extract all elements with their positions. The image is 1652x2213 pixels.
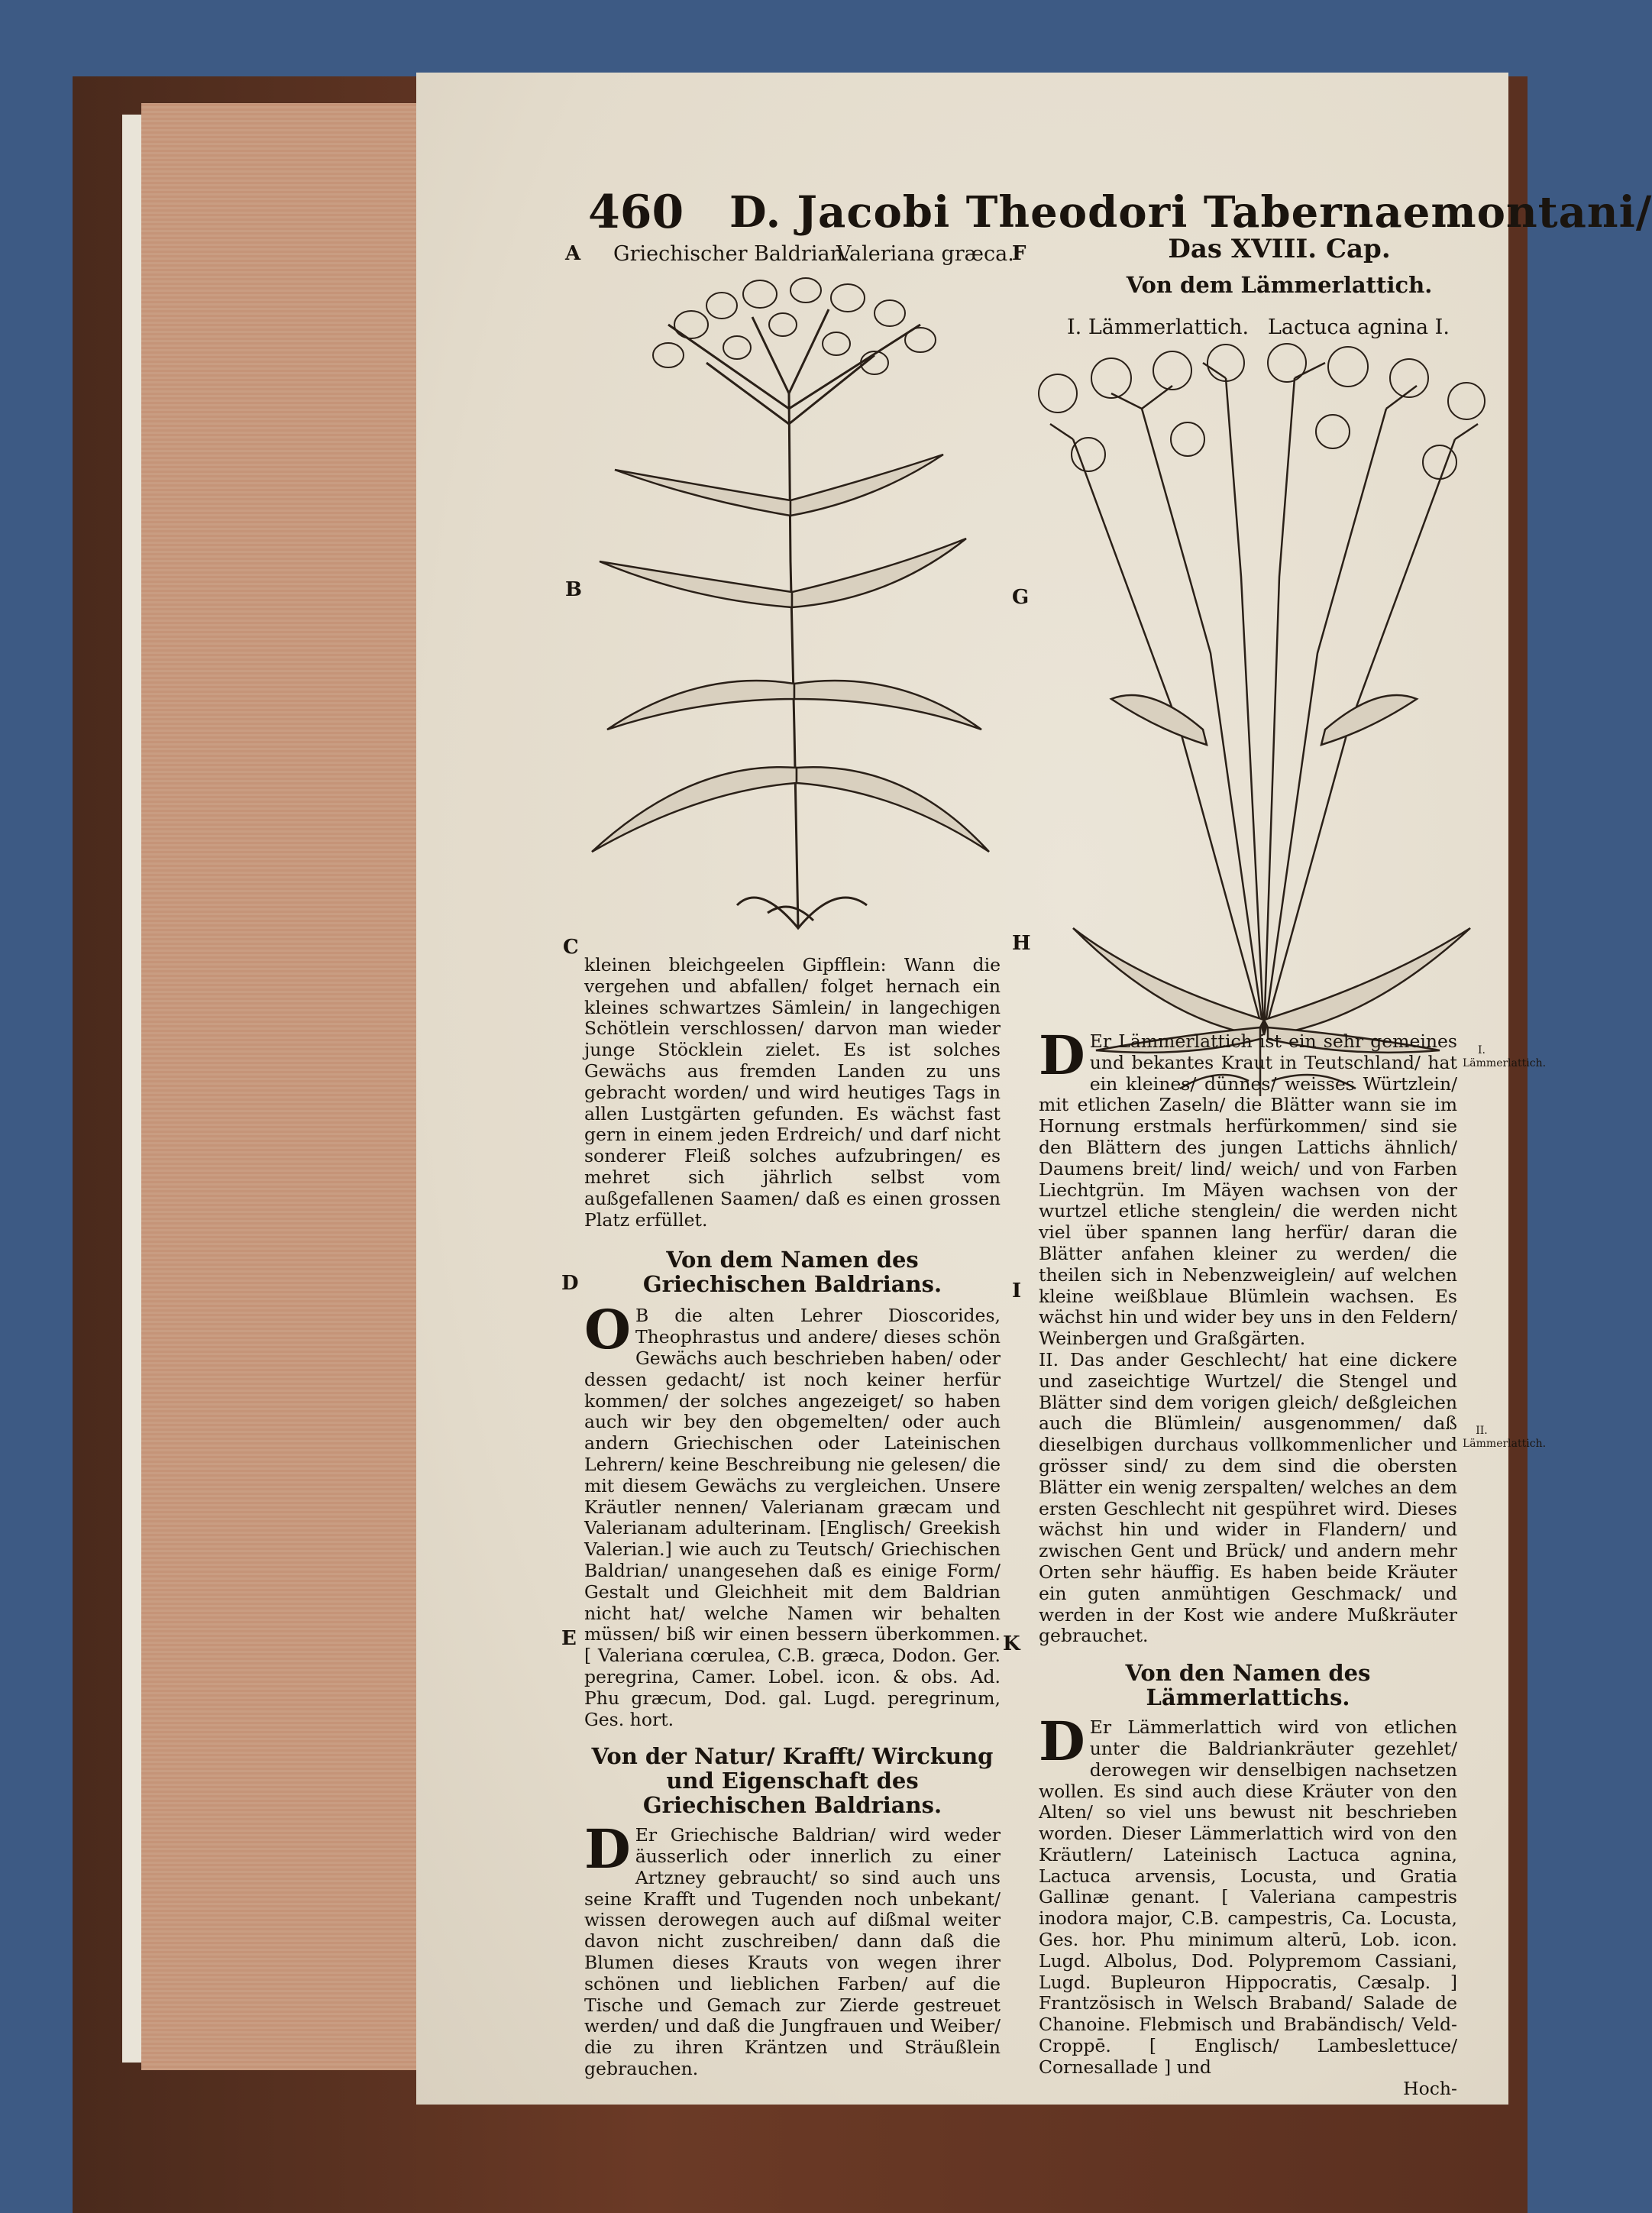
left-caption-german: Griechischer Baldrian. (613, 242, 850, 266)
section-letter-a: A (565, 242, 581, 265)
left-heading-names: Von dem Namen des Griechischen Baldrians. (642, 1247, 942, 1298)
drop-cap: O (584, 1298, 631, 1362)
page-number: 460 (588, 186, 684, 239)
right-paragraph-names-text: Er Lämmerlattich wird von etlichen unter die Baldriankräuter gezehlet/ derowegen wir denselbigen nachsetzen wollen. Es sind auch diese Kräuter von den Alten/ so viel uns bewust nit beschrieben worden. Dieser Lämmerlattich wird von den Kräutlern/ Lateinisch Lactuca agnina, Lactuca arvensis, Locusta, und Gratia Gallinæ genant. [ Valeriana campestris inodora major, C.B. campestris, Ca. Locusta, Ges. hor. Phu minimum alterū, Lob. icon. Lugd. Albolus, Dod. Polypremom Cassiani, Lugd. Bupleuron Hippocratis, Cæsalp. ] Frantzösisch in Welsch Braband/ Salade de Chanoine. Flebmisch und Brabändisch/ Veld-Croppē. [ Englisch/ Lambeslettuce/ Cornesallade ] und (1039, 1716, 1457, 2078)
left-paragraph-names-text: B die alten Lehrer Dioscorides, Theophrastus und andere/ dieses schön Gewächs auch beschrieben haben/ oder dessen gedacht/ ist noch keiner herfür kommen/ der solches angezeiget/ so haben auch wir bey den obgemelten/ oder auch andern Griechischen oder Lateinischen Lehrern/ keine Beschreibung nie gelesen/ die mit diesem Gewächs zu vergleichen. Unsere Kräutler nennen/ Valerianam græcam und Valerianam adulterinam. [Englisch/ Greekish Valerian.] wie auch zu Teutsch/ Griechischen Baldrian/ unangesehen daß es einige Form/ Gestalt und Gleichheit mit dem Baldrian nicht hat/ welche Namen wir behalten müssen/ biß wir einen bessern überkommen. [ Valeriana cœrulea, C.B. græca, Dodon. Ger. peregrina, Camer. Lobel. icon. & obs. Ad. Phu græcum, Dod. gal. Lugd. peregrinum, Ges. hort. (584, 1305, 1001, 1730)
left-paragraph-names (584, 1298, 1001, 1730)
section-letter-e: E (561, 1627, 577, 1650)
right-column-text (1039, 1024, 1457, 2099)
valerian-woodcut (584, 271, 997, 943)
section-letter-k: K (1003, 1632, 1020, 1655)
left-paragraph-description: kleinen bleichgeelen Gipfflein: Wann die vergehen und abfallen/ folget hernach ein kleines schwartzes Sämlein/ in langechigen Schötlein verschlossen/ darvon man wieder junge Stöcklein zielet. Es ist solches Gewächs aus fremden Landen zu uns gebracht worden/ und wird heutiges Tags in allen Lustgärten gefunden. Es wächst fast gern in einem jeden Erdreich/ und darf nicht sonderer Fleiß solches aufzubringen/ es mehret sich jährlich selbst vom außgefallenen Saamen/ daß es einen grossen Platz erfüllet. (584, 954, 1001, 1231)
section-letter-c: C (563, 936, 579, 959)
chapter-title: Das XVIII. Cap. (1168, 234, 1391, 264)
book-page (416, 73, 1652, 2105)
right-paragraph-description-text: Er Lämmerlattich ist ein sehr gemeines und bekantes Kraut in Teutschland/ hat ein kleines/ dünnes/ weisses Würtzlein/ mit etlichen Zaseln/ die Blätter wann sie im Hornung erstmals herfürkommen/ sind sie den Blättern des jungen Lattichs ähnlich/ Daumens breit/ lind/ weich/ und von Farben Liechtgrün. Im Mäyen wachsen von der wurtzel etliche stenglein/ die werden nicht viel über spannen lang herfür/ daran die Blätter anfahen kleiner zu werden/ die theilen sich in Nebenzweiglein/ auf welchen kleine weißblaue Blümlein wachsen. Es wächst hin und wider bey uns in den Feldern/ Weinbergen und Graßgärten. (1039, 1030, 1457, 1350)
left-caption-latin: Valeriana græca. (836, 242, 1014, 266)
left-paragraph-nature-text: Er Griechische Baldrian/ wird weder äusserlich oder innerlich zu einer Artzney gebraucht/ so sind auch uns seine Krafft und Tugenden noch unbekant/ wissen derowegen auch auf dißmal weiter davon nicht zuschreiben/ dann daß die Blumen dieses Krauts von wegen ihrer schönen und lieblichen Farben/ auf die Tische und Gemach zur Zierde gestreuet werden/ und daß die Jungfrauen und Weiber/ die zu ihren Kräntzen und Sträußlein gebrauchen. (584, 1824, 1001, 2080)
margin-note-second-kind: II. Lämmerlattich. (1463, 1425, 1547, 1450)
running-title: D. Jacobi Theodori Tabernaemontani/ (729, 187, 1652, 238)
section-letter-b: B (565, 578, 582, 601)
section-letter-h: H (1012, 932, 1031, 955)
left-paragraph-nature (584, 1817, 1001, 2080)
left-heading-nature: Von der Natur/ Krafft/ Wirckung und Eigenschaft des Griechischen Baldrians. (591, 1743, 994, 1819)
right-paragraph-names (1039, 1710, 1457, 2079)
drop-cap: D (1039, 1710, 1085, 1774)
margin-note-first-kind: I. Lämmerlattich. (1463, 1044, 1547, 1069)
right-paragraph-second-kind: II. Das ander Geschlecht/ hat eine dickere und zaseichtige Wurtzel/ die Stengel und Blätter sind dem vorigen gleich/ deßgleichen auch die Blümlein/ ausgenommen/ daß dieselbigen durchaus vollkommenlicher und grösser sind/ zu dem sind die obersten Blätter ein wenig zerspalten/ welches an dem ersten Geschlecht nit gespühret wird. Dieses wächst hin und wider in Flandern/ und zwischen Gent und Brück/ und andern mehr Orten sehr häuffig. Es haben beide Kräuter ein guten anmühtigen Geschmack/ und werden in der Kost wie andere Mußkräuter gebrauchet. (1039, 1348, 1457, 1647)
right-paragraph-description (1039, 1024, 1457, 1350)
left-column-text (584, 955, 1001, 2080)
section-letter-d: D (561, 1272, 579, 1295)
catchword: Hoch- (1403, 2077, 1457, 2099)
right-heading-names: Von den Namen des Lämmerlattichs. (1125, 1660, 1371, 1711)
chapter-subtitle: Von dem Lämmerlattich. (1126, 272, 1433, 298)
section-letter-i: I (1012, 1280, 1022, 1302)
drop-cap: D (1039, 1024, 1085, 1087)
book-fore-edge (141, 103, 421, 2070)
section-letter-f: F (1012, 242, 1026, 265)
section-letter-g: G (1012, 586, 1030, 609)
right-caption-german: I. Lämmerlattich. (1067, 315, 1250, 339)
right-caption-latin: Lactuca agnina I. (1268, 315, 1450, 339)
drop-cap: D (584, 1817, 631, 1881)
